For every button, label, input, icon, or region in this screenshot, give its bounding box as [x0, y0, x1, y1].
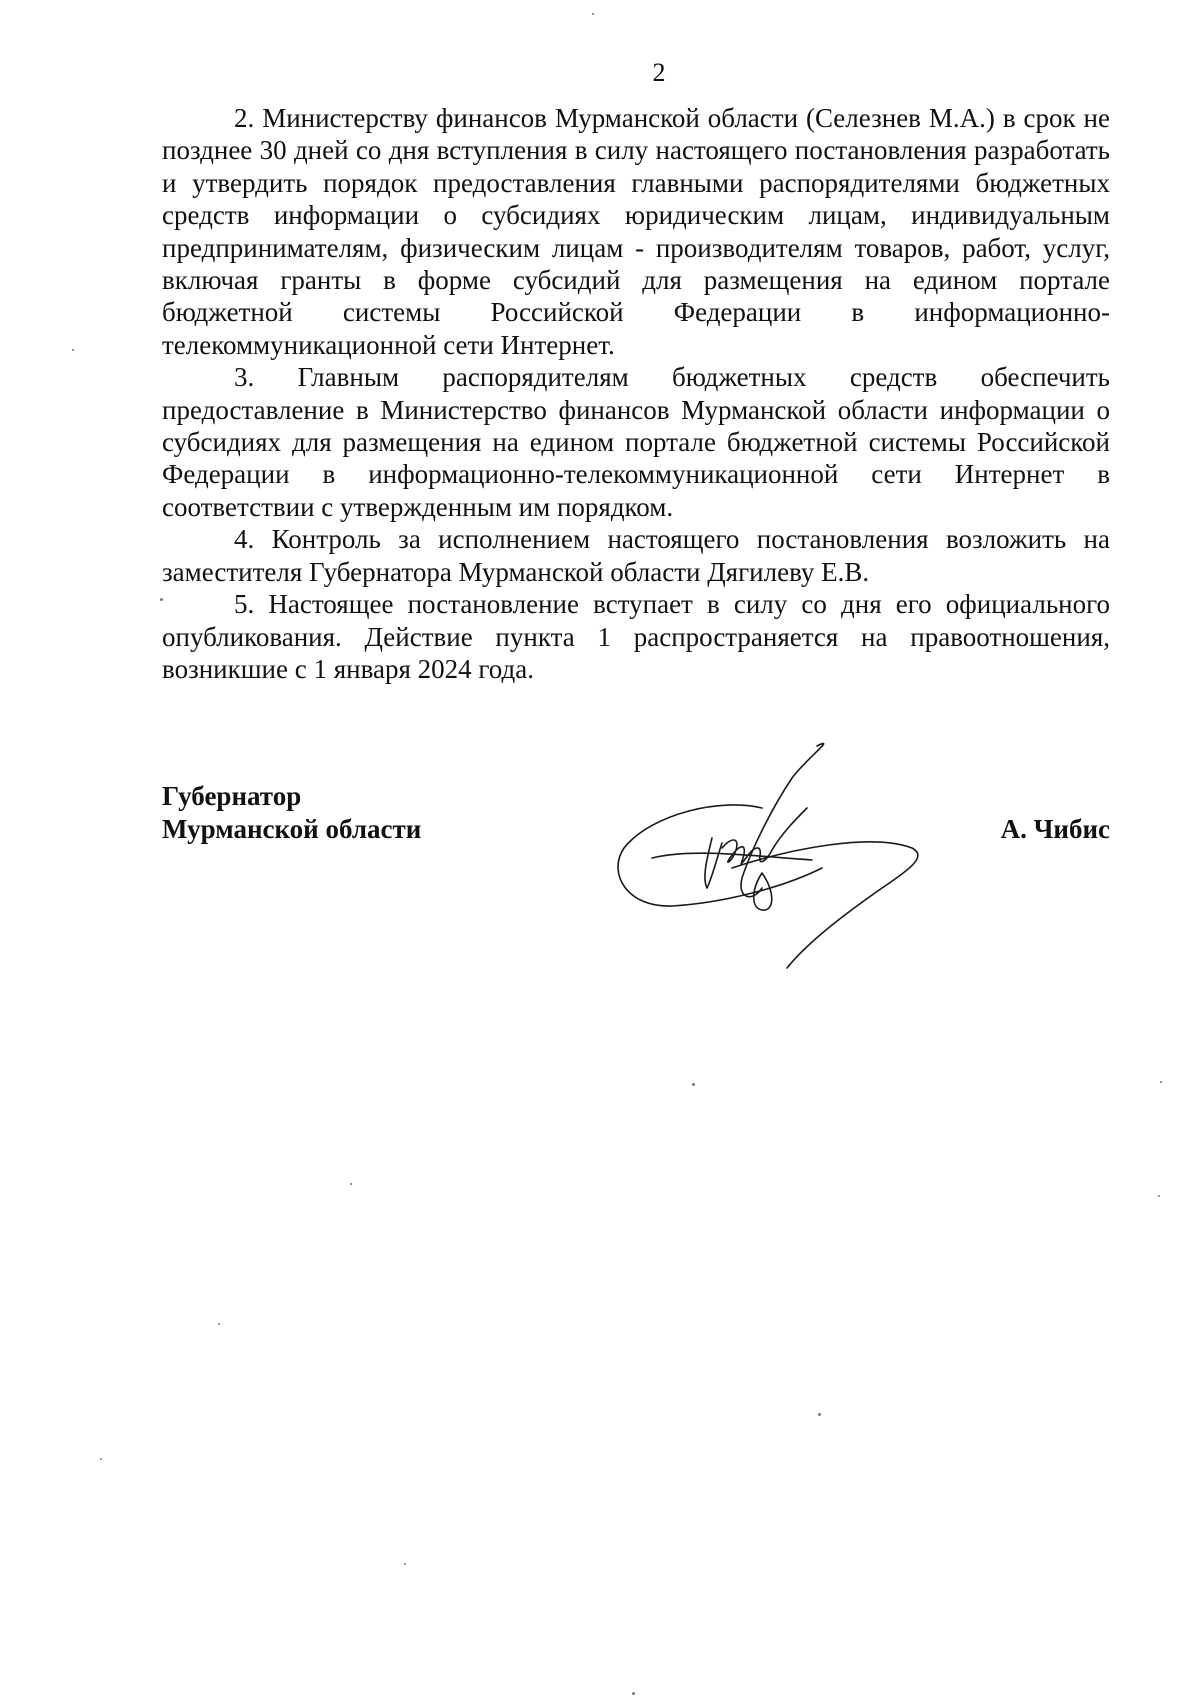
signatory-name: А. Чибис: [1000, 814, 1110, 844]
scan-speck: [818, 1413, 821, 1416]
signatory-title-line1: Губернатор: [162, 781, 302, 811]
signature-block: [162, 780, 1110, 1000]
paragraph-5: 5. Настоящее постановление вступает в силу со дня его официального опубликования. Действие пункта 1 распространяется на правоотношения, возникшие с 1 января 2024 года.: [162, 589, 1110, 684]
scan-speck: [404, 1563, 406, 1565]
scan-speck: [218, 1323, 220, 1325]
scan-speck: [692, 1083, 695, 1086]
scan-speck: [1158, 1195, 1160, 1197]
scan-speck: [72, 349, 74, 351]
paragraph-3: 3. Главным распорядителям бюджетных средств обеспечить предоставление в Министерство финансов Мурманской области информации о субсидиях для размещения на едином портале бюджетной системы Российской Федерации в информационно-телекоммуникационной сети Интернет в соответствии с утвержденным им порядком.: [162, 362, 1110, 522]
paragraph-4: 4. Контроль за исполнением настоящего постановления возложить на заместителя Губернатора Мурманской области Дягилеву Е.В.: [162, 524, 1110, 587]
signatory-title: [162, 780, 421, 846]
handwritten-signature: [612, 738, 932, 978]
scan-speck: [592, 13, 594, 15]
signatory-title-line2: Мурманской области: [162, 814, 422, 844]
scan-speck: [100, 1458, 102, 1460]
scan-speck: [160, 598, 163, 601]
scan-speck: [350, 1183, 352, 1185]
document-body: [162, 102, 1110, 685]
scan-speck: [1160, 1081, 1162, 1083]
paragraph-2: 2. Министерству финансов Мурманской области (Селезнев М.А.) в срок не позднее 30 дней со дня вступления в силу настоящего постановления разработать и утвердить порядок предоставления главными распорядителями бюджетных средств информации о субсидиях юридическим лицам, индивидуальным предпринимателям, физическим лицам - производителям товаров, работ, услуг, включая гранты в форме субсидий для размещения на едином портале бюджетной системы Российской Федерации в информационно-телекоммуникационной сети Интернет.: [162, 103, 1110, 360]
page-number: 2: [652, 58, 666, 87]
scan-speck: [632, 1692, 635, 1695]
